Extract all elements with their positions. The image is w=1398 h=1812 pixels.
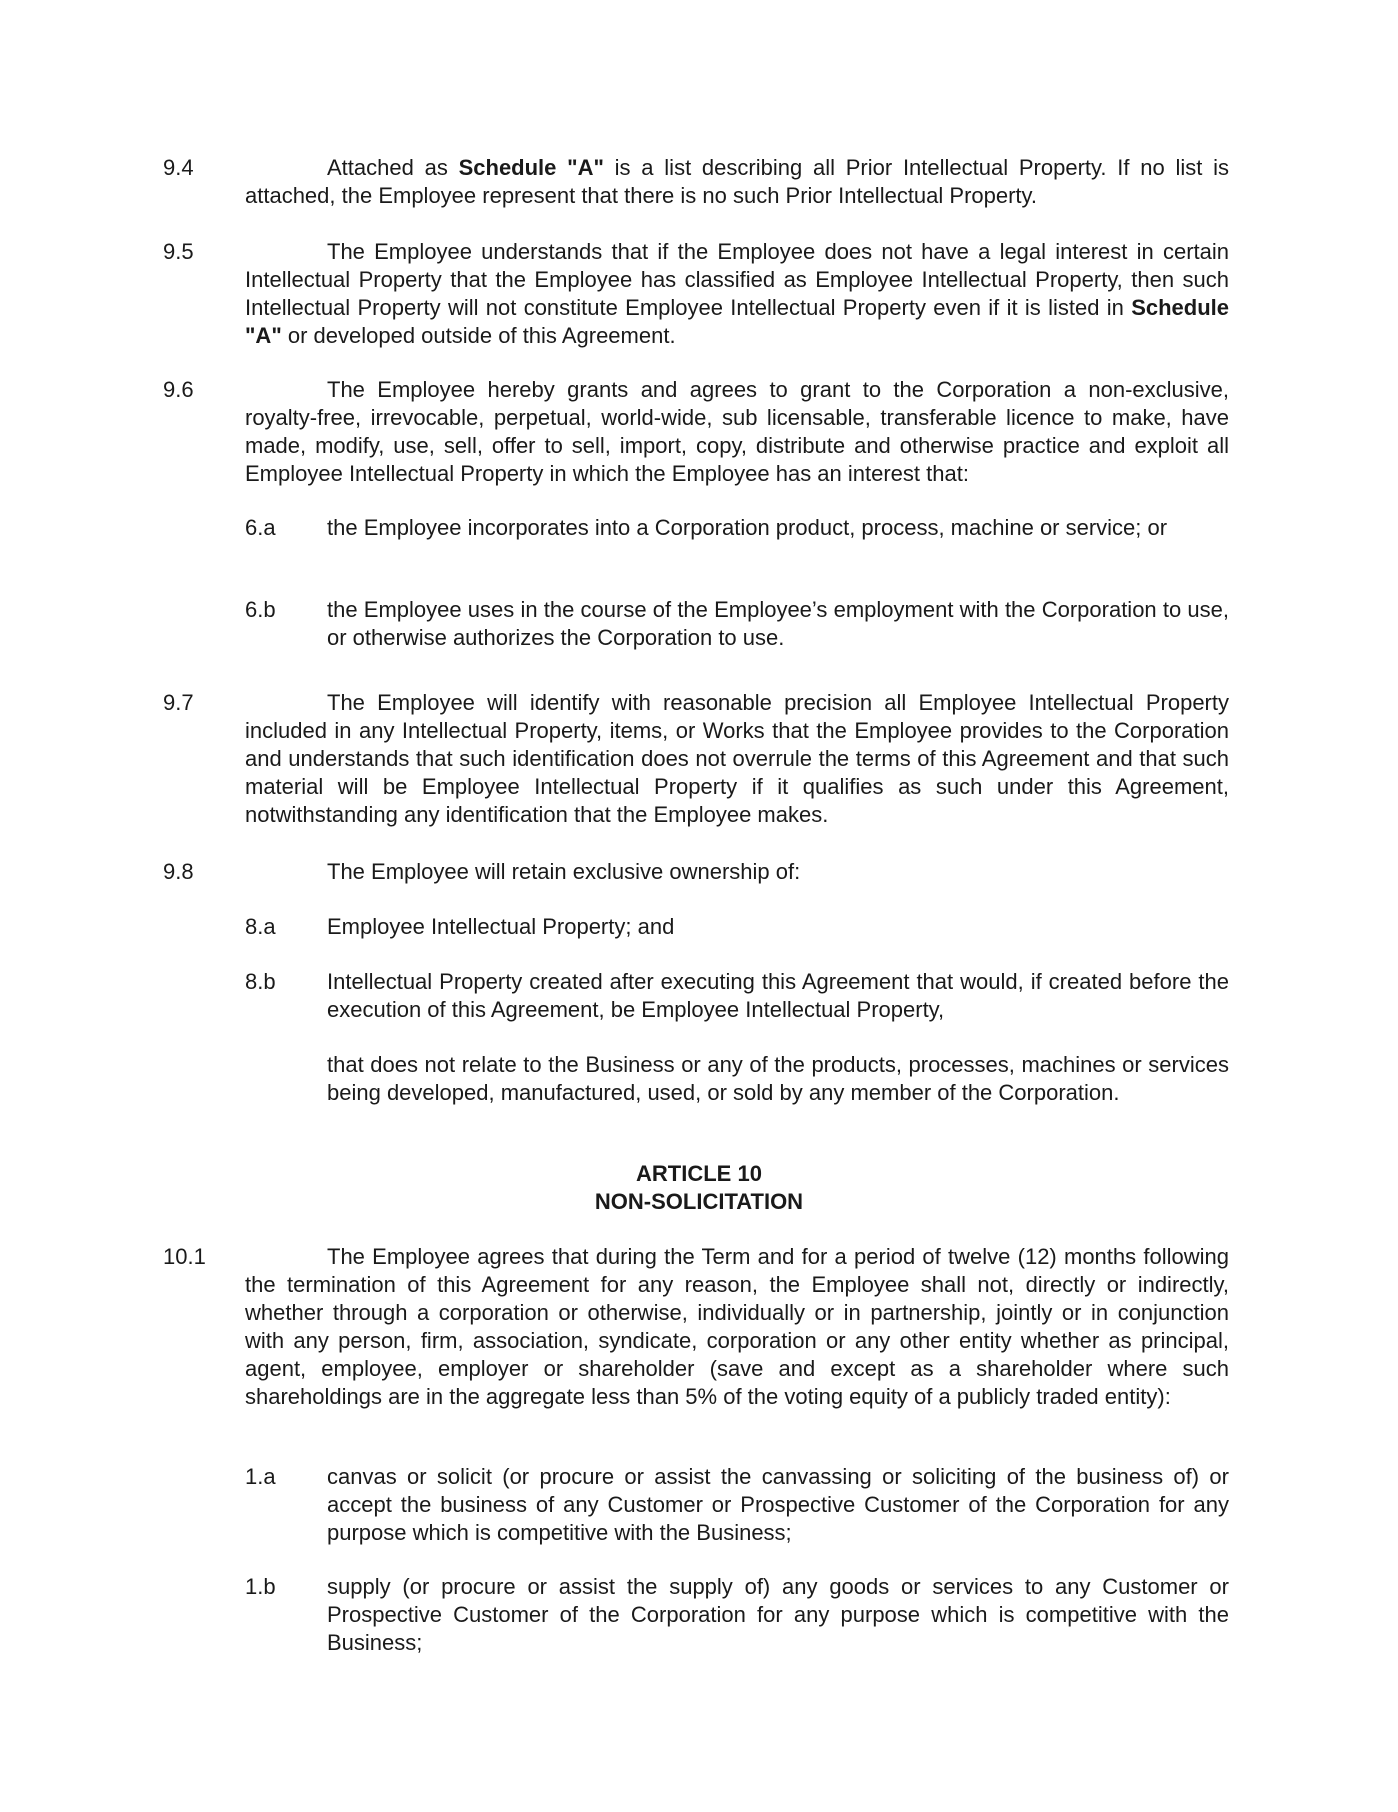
section-number: 9.4	[163, 155, 194, 180]
article-title: ARTICLE 10	[636, 1161, 762, 1186]
section-9-7	[163, 689, 1229, 829]
item-number: 1.b	[245, 1574, 276, 1599]
item-text: Intellectual Property created after executing this Agreement that would, if created before the execution of this Agreement, be Employee Intellectual Property,	[327, 969, 1229, 1022]
section-text	[245, 238, 1229, 350]
item-6-a	[245, 514, 1229, 542]
section-9-4	[163, 154, 1229, 210]
section-number: 9.5	[163, 239, 194, 264]
section-9-8	[163, 858, 1229, 886]
item-text: the Employee incorporates into a Corporation product, process, machine or service; or	[327, 515, 1168, 540]
section-9-5	[163, 238, 1229, 350]
item-number: 6.a	[245, 515, 276, 540]
item-text: Employee Intellectual Property; and	[327, 914, 675, 939]
section-number: 9.7	[163, 690, 194, 715]
item-8-b	[245, 968, 1229, 1024]
text-run: Attached as	[327, 155, 459, 180]
section-text: The Employee hereby grants and agrees to grant to the Corporation a non-exclusive, royalty-free, irrevocable, perpetual, world-wide, sub licensable, transferable licence to make, have made, modify, use, sell, offer to sell, import, copy, distribute and otherwise practice and exploit all Employee Intellectual Property in which the Employee has an interest that:	[245, 377, 1229, 486]
item-number: 6.b	[245, 597, 276, 622]
item-text: the Employee uses in the course of the Employee’s employment with the Corporation to use, or otherwise authorizes the Corporation to use.	[327, 597, 1229, 650]
text-run: or developed outside of this Agreement.	[281, 323, 676, 348]
schedule-reference: Schedule "A"	[245, 295, 1229, 348]
section-10-1	[163, 1243, 1229, 1411]
item-number: 1.a	[245, 1464, 276, 1489]
item-text: canvas or solicit (or procure or assist the canvassing or soliciting of the business of) or accept the business of any Customer or Prospective Customer of the Corporation for any purpose which is competitive with the Business;	[327, 1464, 1229, 1545]
section-text: The Employee will retain exclusive ownership of:	[327, 859, 801, 884]
section-text: The Employee agrees that during the Term and for a period of twelve (12) months following the termination of this Agreement for any reason, the Employee shall not, directly or indirectly, whether through a corporation or otherwise, individually or in partnership, jointly or in conjunction with any person, firm, association, syndicate, corporation or any other entity whether as principal, agent, employee, employer or shareholder (save and except as a shareholder where such shareholdings are in the aggregate less than 5% of the voting equity of a publicly traded entity):	[245, 1244, 1229, 1409]
section-text: The Employee will identify with reasonable precision all Employee Intellectual Property included in any Intellectual Property, items, or Works that the Employee provides to the Corporation and understands that such identification does not overrule the terms of this Agreement and that such material will be Employee Intellectual Property if it qualifies as such under this Agreement, notwithstanding any identification that the Employee makes.	[245, 690, 1229, 827]
item-8-a	[245, 913, 1229, 941]
item-1-a	[245, 1463, 1229, 1547]
item-6-b	[245, 596, 1229, 652]
item-1-b	[245, 1573, 1229, 1657]
section-number: 10.1	[163, 1244, 206, 1269]
section-number: 9.6	[163, 377, 194, 402]
section-9-8-continuation: that does not relate to the Business or any of the products, processes, machines or services being developed, manufactured, used, or sold by any member of the Corporation.	[327, 1052, 1229, 1105]
schedule-reference: Schedule "A"	[458, 155, 604, 180]
item-number: 8.a	[245, 914, 276, 939]
text-run: is a list describing all Prior Intellectual Property. If no list is attached, the Employee represent that there is no such Prior Intellectual Property.	[245, 155, 1229, 208]
text-run: The Employee understands that if the Employee does not have a legal interest in certain Intellectual Property that the Employee has classified as Employee Intellectual Property, then such Intellectual Property will not constitute Employee Intellectual Property even if it is listed in	[245, 239, 1229, 320]
section-9-6	[163, 376, 1229, 488]
item-number: 8.b	[245, 969, 276, 994]
item-text: supply (or procure or assist the supply of) any goods or services to any Customer or Prospective Customer of the Corporation for any purpose which is competitive with the Business;	[327, 1574, 1229, 1655]
section-text	[245, 154, 1229, 210]
section-number: 9.8	[163, 859, 194, 884]
article-subtitle: NON-SOLICITATION	[594, 1189, 804, 1214]
